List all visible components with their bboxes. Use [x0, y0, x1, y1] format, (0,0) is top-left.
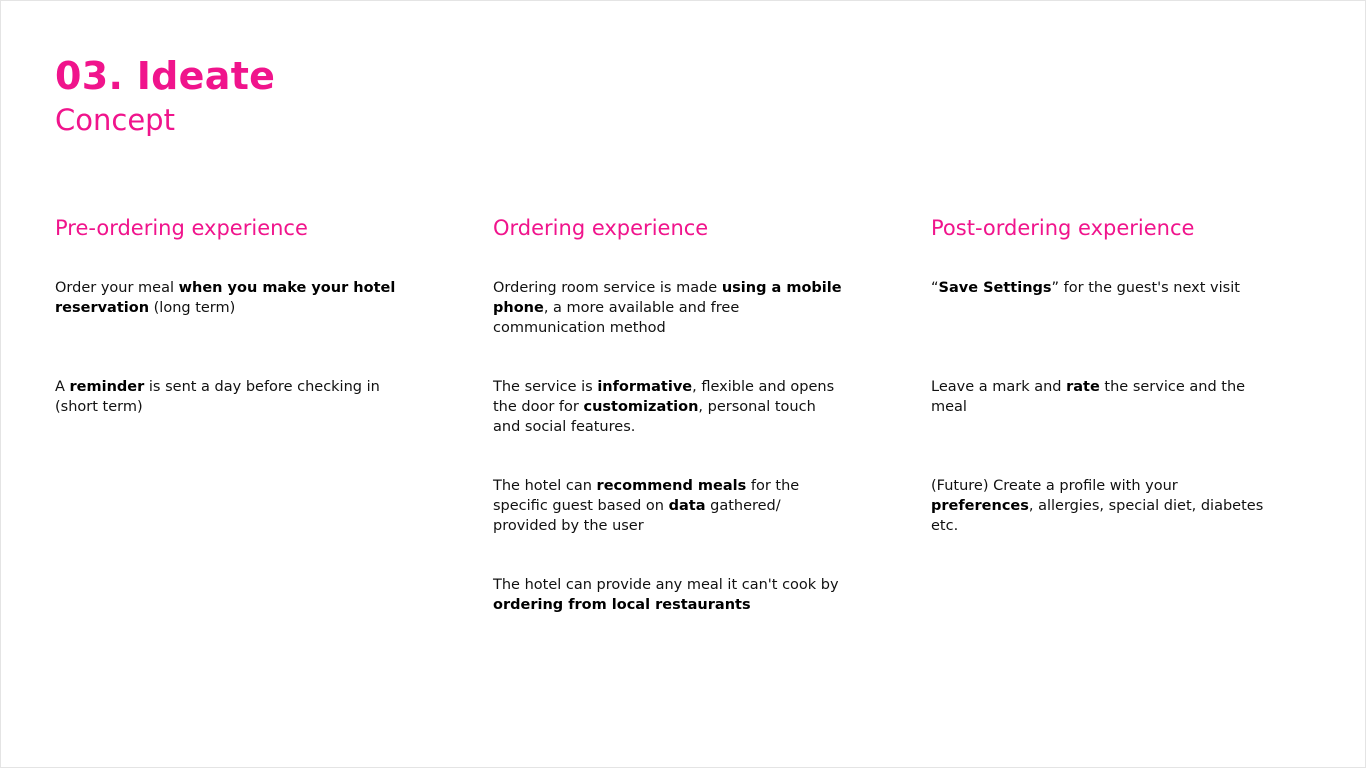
body-text: A: [55, 379, 70, 395]
column-heading: Pre-ordering experience: [55, 216, 308, 240]
slide-subtitle: Concept: [55, 103, 175, 137]
body-text: ” for the guest's next visit: [1051, 280, 1240, 296]
column-heading: Ordering experience: [493, 216, 709, 240]
concept-item: [931, 476, 1281, 536]
body-text: The hotel can: [493, 478, 597, 494]
concept-item: [493, 476, 843, 536]
body-text: the service and the meal: [931, 379, 1246, 415]
column-heading: Post-ordering experience: [931, 216, 1195, 240]
body-text: , allergies, special diet, diabetes etc.: [931, 498, 1264, 534]
emphasis-text: data: [668, 498, 706, 514]
body-text: Ordering room service is made: [493, 280, 722, 296]
emphasis-text: Save Settings: [938, 280, 1052, 296]
emphasis-text: customization: [583, 399, 699, 415]
body-text: for the specific guest based on: [493, 478, 800, 514]
body-text: is sent a day before checking in (short term): [55, 379, 380, 415]
body-text: , flexible and opens the door for: [493, 379, 835, 415]
concept-item: [493, 377, 843, 437]
concept-item: [931, 377, 1281, 417]
body-text: Order your meal: [55, 280, 179, 296]
pre-ordering-column: [55, 211, 405, 415]
emphasis-text: ordering from local restaurants: [493, 597, 751, 613]
emphasis-text: preferences: [931, 498, 1029, 514]
ordering-column: [493, 211, 843, 613]
concept-item: [55, 377, 405, 417]
body-text: The hotel can provide any meal it can't cook by: [493, 577, 839, 593]
body-text: The service is: [493, 379, 598, 395]
post-ordering-column: [931, 211, 1281, 534]
body-text: gathered/ provided by the user: [493, 498, 781, 534]
body-text: , a more available and free communication method: [493, 300, 740, 336]
body-text: , personal touch and social features.: [493, 399, 816, 435]
body-text: “: [931, 280, 939, 296]
concept-item: [493, 278, 843, 338]
emphasis-text: reminder: [69, 379, 145, 395]
slide-title: 03. Ideate: [55, 54, 276, 98]
concept-item: [931, 278, 1281, 298]
body-text: (Future) Create a profile with your: [931, 478, 1178, 494]
concept-item: [493, 575, 843, 615]
emphasis-text: informative: [597, 379, 693, 395]
emphasis-text: when you make your hotel reservation: [55, 280, 396, 316]
body-text: Leave a mark and: [931, 379, 1067, 395]
body-text: (long term): [149, 300, 236, 316]
emphasis-text: using a mobile phone: [493, 280, 842, 316]
emphasis-text: recommend meals: [596, 478, 747, 494]
concept-item: [55, 278, 405, 318]
emphasis-text: rate: [1066, 379, 1100, 395]
